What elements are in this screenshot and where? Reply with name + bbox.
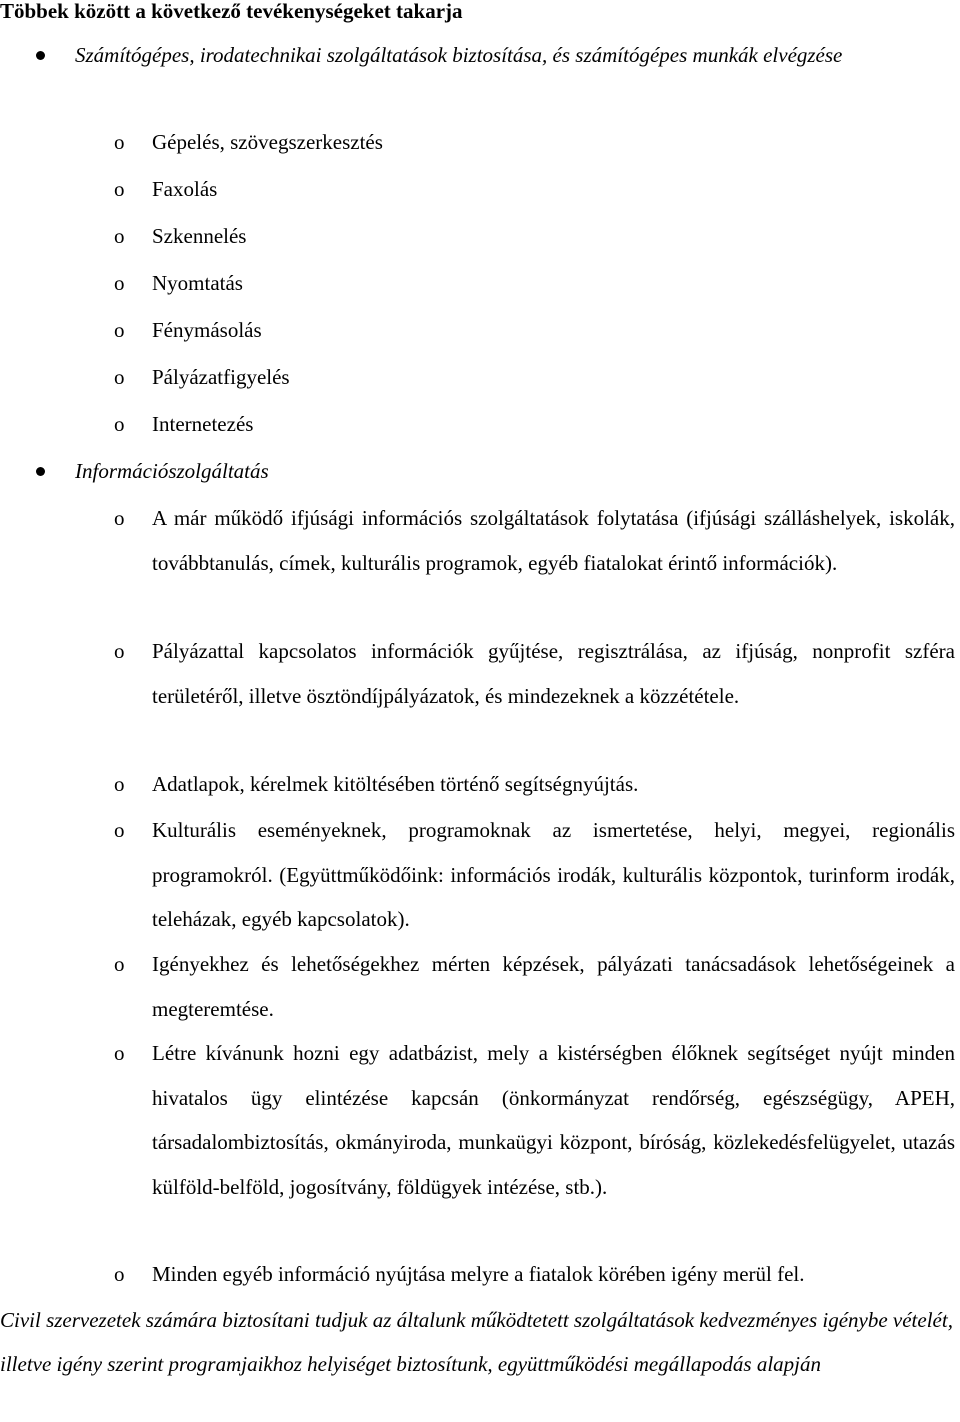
list-item: o A már működő ifjúsági információs szolgáltatások folytatása (ifjúsági szálláshelyek, iskolák, továbbtanulás, címek, kulturális programok, egyéb fiatalokat érintő információk). [152,496,955,585]
list-item: o Faxolás [152,167,955,212]
circle-bullet-icon: o [114,365,125,389]
circle-bullet-icon: o [114,177,125,201]
list-item: o Fénymásolás [152,308,955,353]
page-heading: Többek között a következő tevékenységeket takarja [0,0,463,23]
list-item: o Adatlapok, kérelmek kitöltésében történő segítségnyújtás. [152,762,955,807]
list-item: o Gépelés, szövegszerkesztés [152,120,955,165]
list-item: o Minden egyéb információ nyújtása melyre a fiatalok körében igény merül fel. [152,1252,955,1297]
section-1-title: Számítógépes, irodatechnikai szolgáltatások biztosítása, és számítógépes munkák elvégzése [75,43,843,67]
circle-bullet-icon: o [114,1041,125,1065]
list-item: o Pályázattal kapcsolatos információk gyűjtése, regisztrálása, az ifjúság, nonprofit szféra területéről, illetve ösztöndíjpályázatok, és mindezeknek a közzététele. [152,629,955,718]
circle-bullet-icon: o [114,318,125,342]
closing-paragraph: Civil szervezetek számára biztosítani tudjuk az általunk működtetett szolgáltatások kedvezményes igénybe vételét, illetve igény szerint programjaikhoz helyiséget biztosítunk, együttműködési megállapodás alapján [0,1308,953,1376]
circle-bullet-icon: o [114,412,125,436]
section-1-item [75,33,955,77]
list-item: o Nyomtatás [152,261,955,306]
circle-bullet-icon: o [114,224,125,248]
circle-bullet-icon: o [114,818,125,842]
section-2-title: Információszolgáltatás [75,459,269,483]
circle-bullet-icon: o [114,1262,125,1286]
circle-bullet-icon: o [114,271,125,295]
list-item: o Kulturális eseményeknek, programoknak az ismertetése, helyi, megyei, regionális programokról. (Együttműködőink: információs irodák, kulturális központok, turinform irodák, teleházak, egyéb kapcsolatok). [152,808,955,942]
bullet-icon [36,51,45,60]
circle-bullet-icon: o [114,506,125,530]
list-item: o Pályázatfigyelés [152,355,955,400]
bullet-icon [36,467,45,476]
list-item: o Létre kívánunk hozni egy adatbázist, mely a kistérségben élőknek segítséget nyújt minden hivatalos ügy elintézése kapcsán (önkormányzat rendőrség, egészségügy, APEH, társadalombiztosítás, okmányiroda, munkaügyi központ, bíróság, közlekedésfelügyelet, utazás külföld-belföld, jogosítvány, földügyek intézése, stb.). [152,1031,955,1209]
circle-bullet-icon: o [114,130,125,154]
section-2-item [75,449,955,493]
list-item: o Internetezés [152,402,955,447]
circle-bullet-icon: o [114,639,125,663]
list-item: o Szkennelés [152,214,955,259]
circle-bullet-icon: o [114,952,125,976]
circle-bullet-icon: o [114,772,125,796]
list-item: o Igényekhez és lehetőségekhez mérten képzések, pályázati tanácsadások lehetőségeinek a megteremtése. [152,942,955,1031]
